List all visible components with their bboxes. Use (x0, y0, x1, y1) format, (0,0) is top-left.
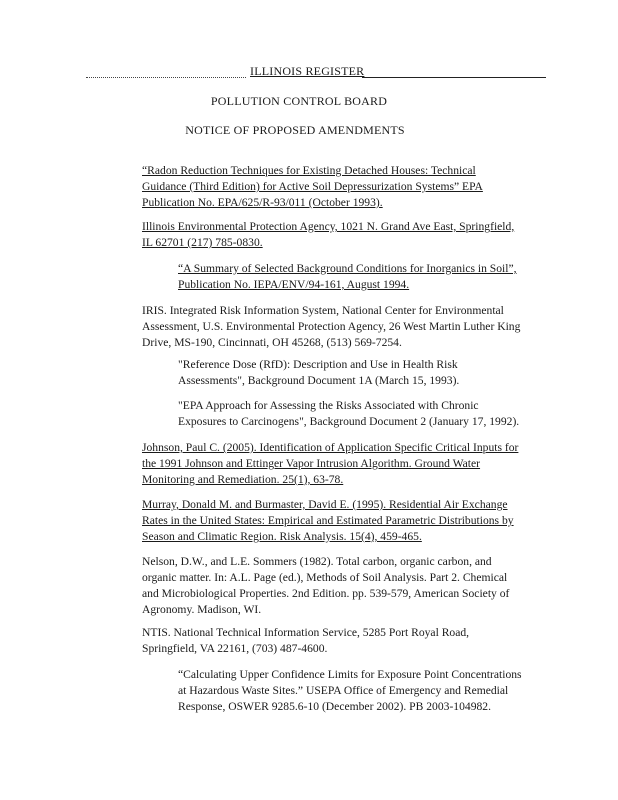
entry-line: Murray, Donald M. and Burmaster, David E. (1995). Residential Air Exchange (142, 498, 508, 511)
entry-line: Assessment, U.S. Environmental Protection Agency, 26 West Martin Luther King (142, 320, 521, 333)
entry-line: Publication No. IEPA/ENV/94-161, August 1994. (178, 278, 410, 291)
entry-line: Nelson, D.W., and L.E. Sommers (1982). Total carbon, organic carbon, and (142, 555, 492, 568)
entry-line: “Radon Reduction Techniques for Existing Detached Houses: Technical (142, 164, 476, 177)
reference-entry (142, 219, 542, 251)
entry-line: Response, OSWER 9285.6-10 (December 2002). PB 2003-104982. (178, 700, 491, 713)
entry-line: the 1991 Johnson and Ettinger Vapor Intrusion Algorithm. Ground Water (142, 457, 481, 470)
entry-line: Assessments", Background Document 1A (March 15, 1993). (178, 374, 460, 387)
entry-line: Rates in the United States: Empirical and Estimated Parametric Distributions by (142, 514, 514, 527)
entry-line: “Calculating Upper Confidence Limits for Exposure Point Concentrations (178, 668, 522, 681)
reference-entry (142, 303, 542, 351)
entry-line: Illinois Environmental Protection Agency, 1021 N. Grand Ave East, Springfield, (142, 220, 515, 233)
entry-line: at Hazardous Waste Sites.” USEPA Office of Emergency and Remedial (178, 684, 509, 697)
entry-line: Publication No. EPA/625/R-93/011 (October 1993). (142, 196, 383, 209)
entry-line: "EPA Approach for Assessing the Risks Associated with Chronic (178, 399, 479, 412)
entry-line: “A Summary of Selected Background Conditions for Inorganics in Soil”, (178, 262, 517, 275)
reference-entry (142, 440, 542, 488)
reference-entry (178, 398, 542, 430)
entry-line: Springfield, VA 22161, (703) 487-4600. (142, 642, 328, 655)
entry-line: IRIS. Integrated Risk Information System, National Center for Environmental (142, 304, 504, 317)
entry-line: Johnson, Paul C. (2005). Identification of Application Specific Critical Inputs for (142, 441, 519, 454)
header-rule-left (86, 77, 246, 78)
entry-line: Agronomy. Madison, WI. (142, 603, 262, 616)
entry-line: Exposures to Carcinogens", Background Document 2 (January 17, 1992). (178, 415, 520, 428)
header-rule-right (362, 77, 546, 78)
entry-line: NTIS. National Technical Information Service, 5285 Port Royal Road, (142, 626, 470, 639)
entry-line: Season and Climatic Region. Risk Analysis. 15(4), 459-465. (142, 530, 422, 543)
reference-entry (178, 261, 542, 293)
entry-line: Drive, MS-190, Cincinnati, OH 45268, (513) 569-7254. (142, 336, 402, 349)
entry-line: Guidance (Third Edition) for Active Soil Depressurization Systems” EPA (142, 180, 483, 193)
entry-line: Monitoring and Remediation. 25(1), 63-78. (142, 473, 344, 486)
board-title: POLLUTION CONTROL BOARD (210, 94, 388, 108)
entry-line: "Reference Dose (RfD): Description and Use in Health Risk (178, 358, 458, 371)
entry-line: IL 62701 (217) 785-0830. (142, 236, 263, 249)
notice-title: NOTICE OF PROPOSED AMENDMENTS (185, 123, 405, 137)
reference-entry (142, 497, 542, 545)
entry-line: organic matter. In: A.L. Page (ed.), Methods of Soil Analysis. Part 2. Chemical (142, 571, 508, 584)
reference-entry (178, 667, 542, 715)
reference-entry (178, 357, 542, 389)
register-title: ILLINOIS REGISTER (250, 64, 365, 78)
reference-entry (142, 163, 542, 211)
reference-entry (142, 625, 542, 657)
reference-entry (142, 554, 542, 618)
entry-line: and Microbiological Properties. 2nd Edition. pp. 539-579, American Society of (142, 587, 510, 600)
